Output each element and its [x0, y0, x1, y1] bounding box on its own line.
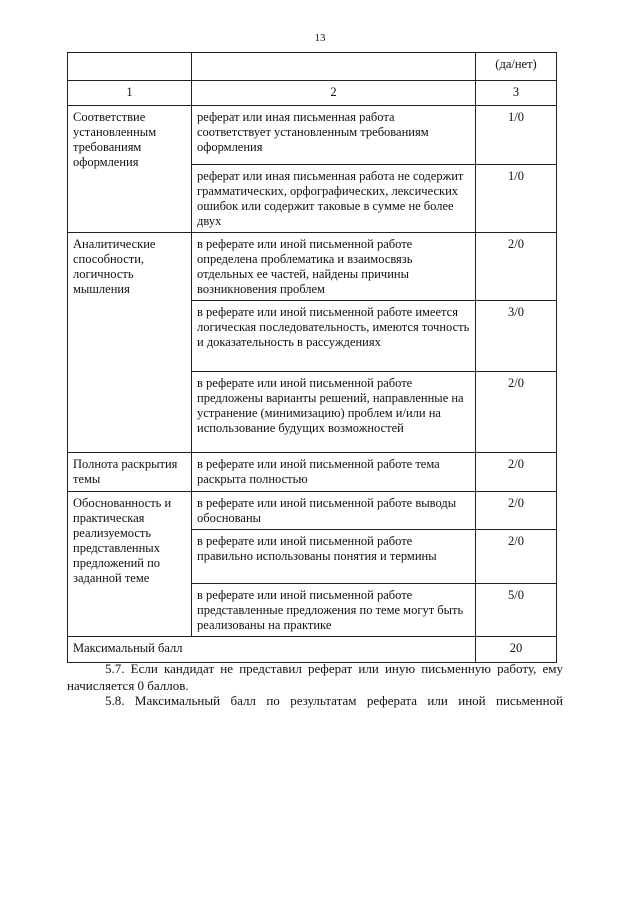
score-cell: 2/0	[476, 453, 557, 492]
header-cell-3: (да/нет)	[476, 53, 557, 81]
score-cell: 5/0	[476, 584, 557, 637]
score-cell: 1/0	[476, 106, 557, 165]
total-row	[68, 637, 557, 663]
column-number-3: 3	[476, 81, 557, 106]
table-row	[68, 453, 557, 492]
criterion-cell: Аналитические способности, логичность мышления	[68, 233, 192, 453]
header-cell-2	[192, 53, 476, 81]
score-cell: 2/0	[476, 372, 557, 453]
indicator-cell: реферат или иная письменная работа не содержит грамматических, орфографических, лексических ошибок или содержит таковые в сумме не более двух	[192, 165, 476, 233]
column-numbers-row	[68, 81, 557, 106]
page-number: 13	[314, 32, 326, 44]
table-row	[68, 492, 557, 530]
criterion-cell: Полнота раскрытия темы	[68, 453, 192, 492]
indicator-cell: в реферате или иной письменной работе определена проблематика и взаимосвязь отдельных ее частей, найдены причины возникновения проблем	[192, 233, 476, 301]
indicator-cell: в реферате или иной письменной работе имеется логическая последовательность, имеются точность и доказательность в рассуждениях	[192, 301, 476, 372]
column-number-2: 2	[192, 81, 476, 106]
indicator-cell: в реферате или иной письменной работе тема раскрыта полностью	[192, 453, 476, 492]
indicator-cell: в реферате или иной письменной работе правильно использованы понятия и термины	[192, 530, 476, 584]
criterion-cell: Обоснованность и практическая реализуемость представленных предложений по заданной теме	[68, 492, 192, 637]
score-cell: 2/0	[476, 233, 557, 301]
criterion-cell: Соответствие установленным требованиям оформления	[68, 106, 192, 233]
paragraph-5-8: 5.8. Максимальный балл по результатам реферата или иной письменной	[105, 693, 563, 708]
score-cell: 2/0	[476, 530, 557, 584]
table-row	[68, 233, 557, 301]
table-header-row	[68, 53, 557, 81]
header-cell-1	[68, 53, 192, 81]
paragraph-5-7: 5.7. Если кандидат не представил реферат или иную письменную работу, ему начисляется 0 баллов.	[67, 661, 563, 693]
score-cell: 2/0	[476, 492, 557, 530]
indicator-cell: в реферате или иной письменной работе выводы обоснованы	[192, 492, 476, 530]
criteria-table	[67, 52, 557, 663]
total-value: 20	[476, 637, 557, 663]
table-row	[68, 106, 557, 165]
indicator-cell: в реферате или иной письменной работе предложены варианты решений, направленные на устранение (минимизацию) проблем и/или на использование будущих возможностей	[192, 372, 476, 453]
total-label: Максимальный балл	[68, 637, 476, 663]
indicator-cell: реферат или иная письменная работа соответствует установленным требованиям оформления	[192, 106, 476, 165]
score-cell: 3/0	[476, 301, 557, 372]
score-cell: 1/0	[476, 165, 557, 233]
indicator-cell: в реферате или иной письменной работе представленные предложения по теме могут быть реализованы на практике	[192, 584, 476, 637]
column-number-1: 1	[68, 81, 192, 106]
